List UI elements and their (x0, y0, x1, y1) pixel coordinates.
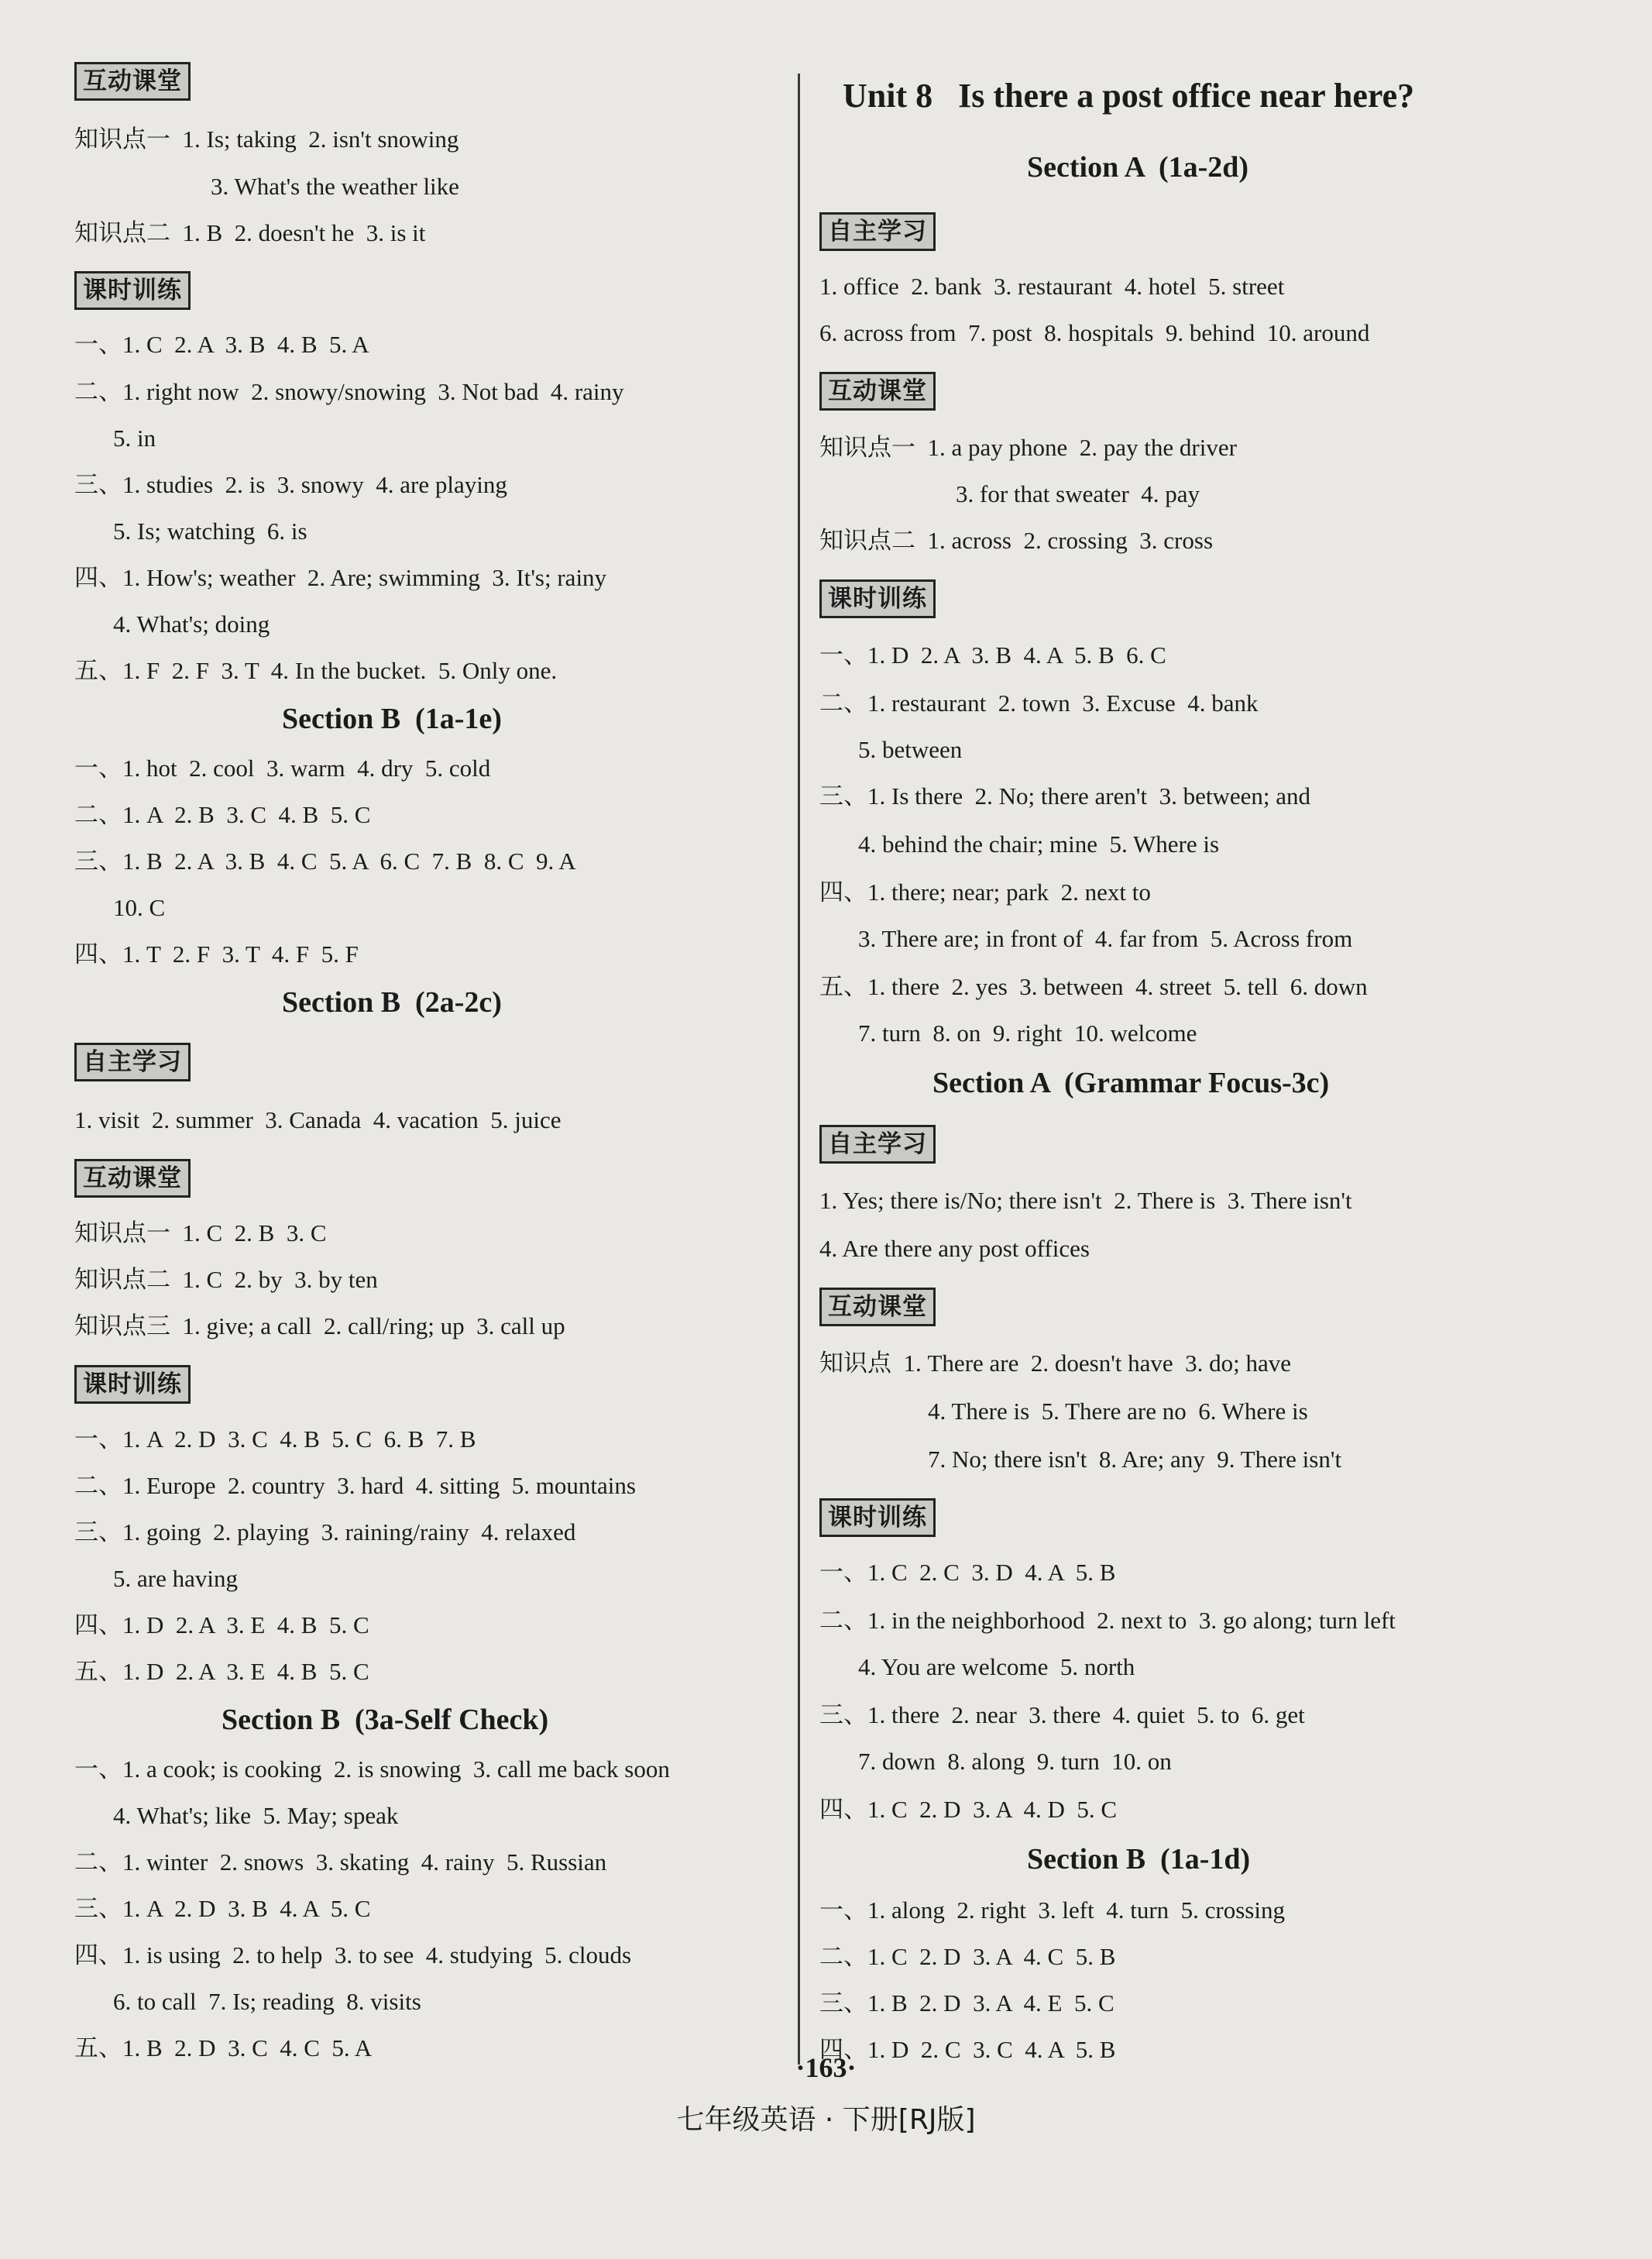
answer-line: 二、1. winter 2. snows 3. skating 4. rainy 5. Russian (74, 1848, 607, 1876)
answer-line: 4. What's; like 5. May; speak (113, 1802, 399, 1829)
answer-line: 二、1. A 2. B 3. C 4. B 5. C (74, 801, 371, 828)
answer-line: 五、1. there 2. yes 3. between 4. street 5. tell 6. down (819, 973, 1368, 1000)
answer-line: 二、1. restaurant 2. town 3. Excuse 4. bank (819, 689, 1259, 717)
section-heading: Section B (2a-2c) (282, 986, 502, 1019)
page-number: ·163· (795, 2052, 857, 2083)
answer-line: 5. are having (113, 1565, 238, 1592)
answer-line: 四、1. T 2. F 3. T 4. F 5. F (74, 940, 359, 968)
answer-line: 一、1. A 2. D 3. C 4. B 5. C 6. B 7. B (74, 1425, 476, 1453)
answer-line: 6. to call 7. Is; reading 8. visits (113, 1988, 421, 2015)
answer-line: 一、1. along 2. right 3. left 4. turn 5. crossing (819, 1896, 1285, 1924)
answer-line: 三、1. B 2. D 3. A 4. E 5. C (819, 1989, 1114, 2017)
answer-line: 3. for that sweater 4. pay (956, 480, 1200, 507)
answer-line: 一、1. C 2. A 3. B 4. B 5. A (74, 331, 369, 358)
answer-line: 7. turn 8. on 9. right 10. welcome (858, 1019, 1197, 1047)
answer-line: 一、1. C 2. C 3. D 4. A 5. B (819, 1559, 1116, 1586)
answer-line: 1. visit 2. summer 3. Canada 4. vacation 5. juice (74, 1106, 562, 1133)
answer-line: 三、1. there 2. near 3. there 4. quiet 5. to 6. get (819, 1701, 1305, 1728)
section-tag: 互动课堂 (819, 1288, 936, 1326)
answer-line: 5. Is; watching 6. is (113, 517, 307, 545)
answer-line: 一、1. D 2. A 3. B 4. A 5. B 6. C (819, 641, 1166, 669)
section-tag: 自主学习 (819, 1125, 936, 1164)
answer-line: 五、1. F 2. F 3. T 4. In the bucket. 5. Only one. (74, 657, 558, 684)
answer-line: 三、1. A 2. D 3. B 4. A 5. C (74, 1895, 371, 1922)
answer-line: 四、1. How's; weather 2. Are; swimming 3. It's; rainy (74, 564, 607, 591)
section-tag: 课时训练 (819, 1498, 936, 1537)
section-heading: Section A (1a-2d) (1027, 151, 1249, 184)
answer-line: 10. C (113, 894, 166, 921)
answer-line: 7. down 8. along 9. turn 10. on (858, 1748, 1172, 1775)
answer-line: 二、1. C 2. D 3. A 4. C 5. B (819, 1943, 1116, 1970)
answer-line: 3. What's the weather like (211, 173, 459, 200)
answer-line: 三、1. going 2. playing 3. raining/rainy 4. relaxed (74, 1518, 576, 1546)
answer-line: 3. There are; in front of 4. far from 5. Across from (858, 925, 1353, 952)
section-tag: 课时训练 (74, 1365, 191, 1404)
answer-line: 二、1. right now 2. snowy/snowing 3. Not bad 4. rainy (74, 378, 624, 405)
answer-line: 5. between (858, 736, 963, 763)
answer-line: 4. What's; doing (113, 610, 270, 638)
answer-line: 一、1. a cook; is cooking 2. is snowing 3. call me back soon (74, 1755, 670, 1783)
answer-line: 4. You are welcome 5. north (858, 1653, 1135, 1680)
section-heading: Section B (3a-Self Check) (222, 1704, 549, 1736)
section-tag: 课时训练 (74, 271, 191, 310)
answer-line: 三、1. studies 2. is 3. snowy 4. are playing (74, 471, 507, 498)
section-heading: Section A (Grammar Focus-3c) (932, 1067, 1330, 1099)
section-heading: Section B (1a-1e) (282, 703, 502, 735)
section-tag: 自主学习 (74, 1043, 191, 1081)
answer-line: 知识点一 1. Is; taking 2. isn't snowing (74, 126, 459, 153)
answer-line: 五、1. D 2. A 3. E 4. B 5. C (74, 1658, 369, 1685)
unit-title: Unit 8 Is there a post office near here? (843, 77, 1415, 115)
answer-line: 1. office 2. bank 3. restaurant 4. hotel 5. street (819, 273, 1285, 300)
section-heading: Section B (1a-1d) (1027, 1843, 1251, 1876)
answer-line: 4. behind the chair; mine 5. Where is (858, 830, 1220, 858)
section-tag: 自主学习 (819, 212, 936, 251)
answer-line: 4. Are there any post offices (819, 1235, 1090, 1262)
section-tag: 互动课堂 (74, 62, 191, 101)
answer-line: 7. No; there isn't 8. Are; any 9. There isn't (928, 1446, 1342, 1473)
answer-line: 四、1. is using 2. to help 3. to see 4. studying 5. clouds (74, 1941, 632, 1968)
answer-line: 知识点二 1. C 2. by 3. by ten (74, 1266, 378, 1293)
answer-line: 4. There is 5. There are no 6. Where is (928, 1398, 1308, 1425)
column-divider (798, 74, 800, 2065)
answer-line: 知识点一 1. a pay phone 2. pay the driver (819, 434, 1237, 461)
answer-line: 知识点三 1. give; a call 2. call/ring; up 3. call up (74, 1312, 565, 1339)
answer-line: 知识点二 1. B 2. doesn't he 3. is it (74, 219, 426, 246)
page-footer: 七年级英语 · 下册[RJ版] (676, 2104, 976, 2136)
answer-line: 6. across from 7. post 8. hospitals 9. behind 10. around (819, 319, 1370, 346)
section-tag: 互动课堂 (819, 372, 936, 411)
answer-line: 二、1. in the neighborhood 2. next to 3. go along; turn left (819, 1607, 1396, 1634)
answer-line: 二、1. Europe 2. country 3. hard 4. sitting 5. mountains (74, 1472, 636, 1499)
answer-line: 知识点一 1. C 2. B 3. C (74, 1219, 327, 1246)
answer-line: 一、1. hot 2. cool 3. warm 4. dry 5. cold (74, 755, 491, 782)
answer-line: 三、1. Is there 2. No; there aren't 3. between; and (819, 782, 1310, 810)
answer-line: 四、1. there; near; park 2. next to (819, 878, 1151, 906)
section-tag: 课时训练 (819, 579, 936, 618)
answer-line: 1. Yes; there is/No; there isn't 2. There is 3. There isn't (819, 1187, 1352, 1214)
answer-line: 四、1. D 2. A 3. E 4. B 5. C (74, 1611, 369, 1638)
answer-line: 知识点 1. There are 2. doesn't have 3. do; have (819, 1350, 1292, 1377)
answer-line: 5. in (113, 425, 156, 452)
section-tag: 互动课堂 (74, 1159, 191, 1198)
answer-line: 三、1. B 2. A 3. B 4. C 5. A 6. C 7. B 8. C 9. A (74, 848, 576, 875)
answer-line: 四、1. C 2. D 3. A 4. D 5. C (819, 1796, 1118, 1823)
answer-line: 四、1. D 2. C 3. C 4. A 5. B (819, 2036, 1116, 2063)
answer-line: 知识点二 1. across 2. crossing 3. cross (819, 527, 1214, 554)
answer-line: 五、1. B 2. D 3. C 4. C 5. A (74, 2034, 373, 2061)
